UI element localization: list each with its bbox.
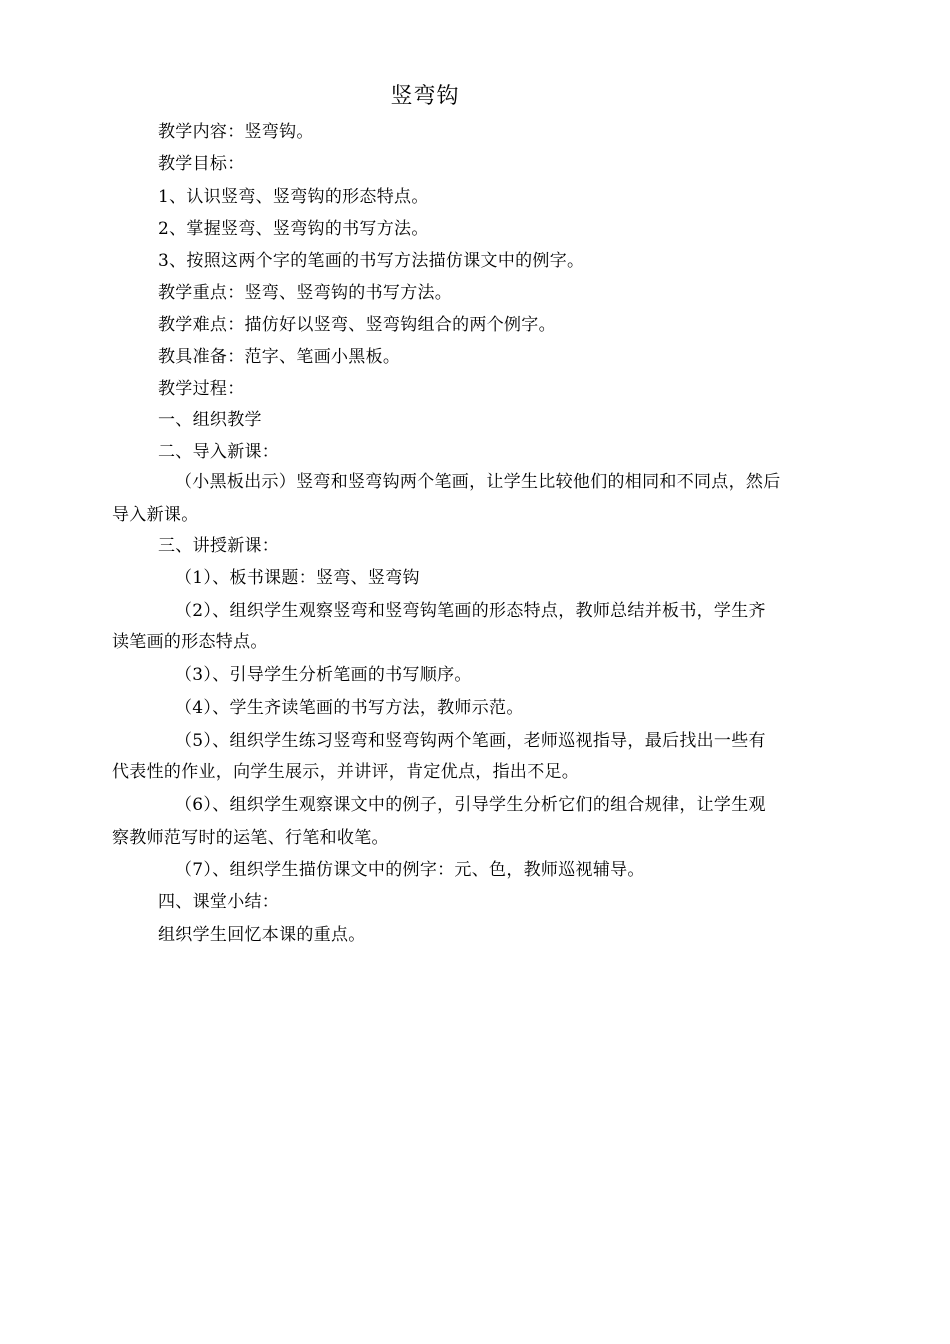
step-2: （2）、组织学生观察竖弯和竖弯钩笔画的形态特点，教师总结并板书，学生齐	[175, 601, 766, 621]
teaching-process-heading: 教学过程：	[158, 379, 245, 399]
teaching-focus: 教学重点：竖弯、竖弯钩的书写方法。	[158, 283, 453, 303]
teaching-content: 教学内容：竖弯钩。	[158, 122, 314, 142]
step-5-continued: 代表性的作业，向学生展示，并讲评，肯定优点，指出不足。	[112, 762, 580, 782]
step-6-continued: 察教师范写时的运笔、行笔和收笔。	[112, 828, 389, 848]
goal-item-1: 1、认识竖弯、竖弯钩的形态特点。	[158, 187, 429, 207]
step-5: （5）、组织学生练习竖弯和竖弯钩两个笔画，老师巡视指导，最后找出一些有	[175, 731, 766, 751]
section-2-heading: 二、导入新课：	[158, 442, 280, 462]
goal-item-3: 3、按照这两个字的笔画的书写方法描仿课文中的例字。	[158, 251, 585, 271]
step-6: （6）、组织学生观察课文中的例子，引导学生分析它们的组合规律，让学生观	[175, 795, 766, 815]
section-4-heading: 四、课堂小结：	[158, 892, 280, 912]
section-1-heading: 一、组织教学	[158, 410, 262, 430]
teaching-materials: 教具准备：范字、笔画小黑板。	[158, 347, 401, 367]
document-title: 竖弯钩	[390, 84, 460, 109]
paragraph-line: 导入新课。	[112, 505, 199, 525]
step-1: （1）、板书课题：竖弯、竖弯钩	[175, 568, 420, 588]
teaching-difficulty: 教学难点：描仿好以竖弯、竖弯钩组合的两个例字。	[158, 315, 556, 335]
step-7: （7）、组织学生描仿课文中的例字：元、色，教师巡视辅导。	[175, 860, 645, 880]
step-3: （3）、引导学生分析笔画的书写顺序。	[175, 665, 472, 685]
paragraph-line: （小黑板出示）竖弯和竖弯钩两个笔画，让学生比较他们的相同和不同点，然后	[175, 472, 781, 492]
section-3-heading: 三、讲授新课：	[158, 536, 280, 556]
step-2-continued: 读笔画的形态特点。	[112, 632, 268, 652]
step-4: （4）、学生齐读笔画的书写方法，教师示范。	[175, 698, 524, 718]
teaching-goals-heading: 教学目标：	[158, 154, 245, 174]
summary-text: 组织学生回忆本课的重点。	[158, 925, 366, 945]
goal-item-2: 2、掌握竖弯、竖弯钩的书写方法。	[158, 219, 429, 239]
